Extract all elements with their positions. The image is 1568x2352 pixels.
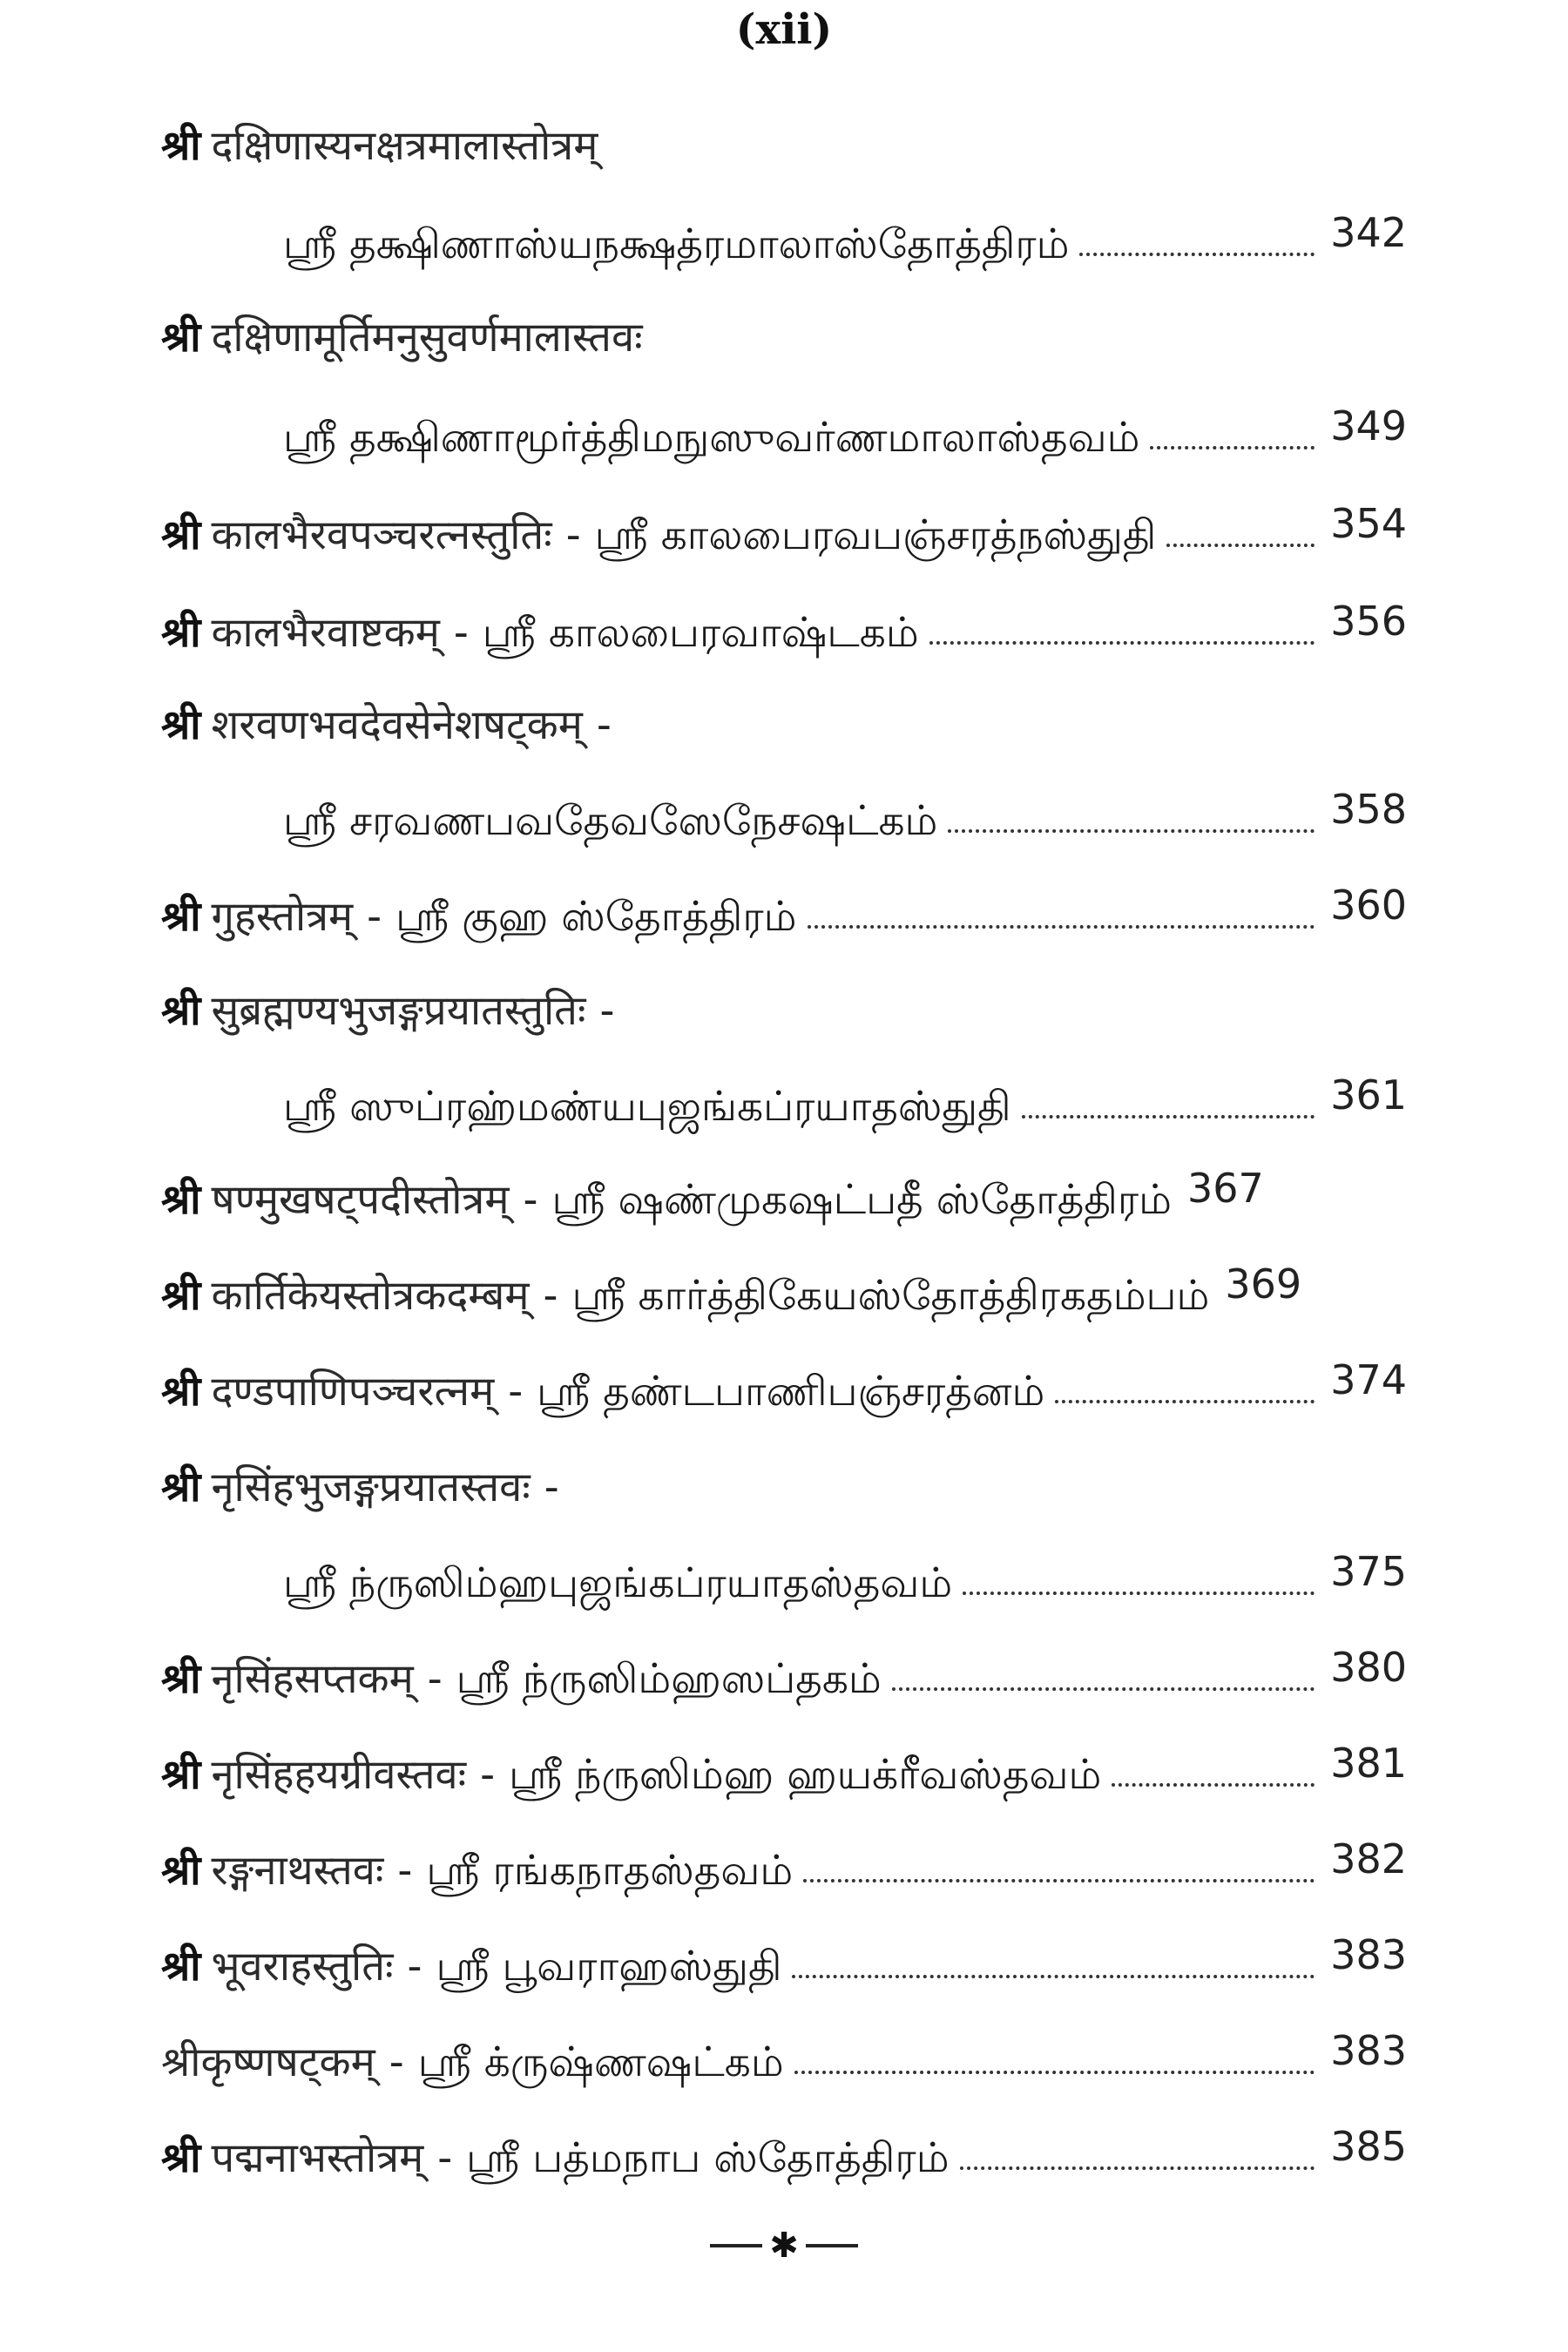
dot-leader (794, 2071, 1315, 2074)
tamil-title: ஸ்ரீ தண்டபாணிபஞ்சரத்னம் (537, 1367, 1045, 1416)
page-ref: 367 (1186, 1165, 1264, 1213)
toc-entry (161, 1337, 1407, 1416)
dot-leader (929, 641, 1315, 645)
title-separator: - (367, 892, 382, 941)
toc-entry (283, 1529, 1407, 1607)
tamil-title: ஸ்ரீ தக்ஷிணாமூர்த்திமநுஸுவர்ணமாலாஸ்தவம் (283, 413, 1140, 462)
sanskrit-title: षण्मुखषट्पदीस्तोत्रम् (211, 1175, 510, 1224)
tamil-title: ஸ்ரீ பூவராஹஸ்துதி (436, 1942, 782, 1990)
shri-prefix: श्री (161, 510, 201, 559)
dot-leader (1055, 1400, 1315, 1403)
dot-leader (960, 2166, 1315, 2170)
toc-heading (161, 283, 1407, 362)
page-ref: 358 (1330, 786, 1407, 834)
tamil-title: ஸ்ரீ காலபைரவாஷ்டகம் (482, 608, 919, 657)
title-separator: - (453, 608, 469, 657)
shri-prefix: श्री (161, 1846, 201, 1895)
page-ref: 385 (1330, 2123, 1407, 2171)
tamil-title: ஸ்ரீ சரவணபவதேவஸேநேசஷட்கம் (283, 796, 938, 845)
title-separator: - (565, 510, 581, 559)
sanskrit-title: नृसिंहभुजङ्गप्रयातस्तवः (211, 1463, 531, 1511)
dot-leader (1022, 1115, 1315, 1119)
toc-entry (283, 383, 1407, 462)
toc-entry (161, 1720, 1407, 1799)
ornament-left-rule (710, 2244, 762, 2247)
title-separator: - (397, 1846, 413, 1895)
shri-prefix: श्री (161, 1942, 201, 1990)
toc-entry (161, 1816, 1407, 1895)
shri-prefix: श्री (161, 313, 201, 362)
page-ref: 356 (1330, 598, 1407, 645)
toc-entry (161, 1625, 1407, 1703)
tamil-title: ஸ்ரீ ரங்கநாதஸ்தவம் (426, 1846, 794, 1895)
page-ref: 383 (1330, 1931, 1407, 1979)
toc-entry (283, 190, 1407, 268)
dot-leader (1079, 253, 1315, 256)
title-separator: - (544, 1463, 559, 1511)
title-separator: - (407, 1942, 422, 1990)
title-separator: - (543, 1271, 558, 1320)
dot-leader (803, 1879, 1315, 1882)
title-separator: - (427, 1654, 443, 1703)
sanskrit-title: दक्षिणास्यनक्षत्रमालास्तोत्रम् (211, 121, 598, 170)
dot-leader (963, 1592, 1315, 1595)
page-ref: 381 (1330, 1740, 1407, 1788)
sanskrit-title: रङ्गनाथस्तवः (211, 1846, 384, 1895)
tamil-title: ஸ்ரீ தக்ஷிணாஸ்யநக்ஷத்ரமாலாஸ்தோத்திரம் (283, 220, 1070, 268)
dot-leader (1166, 544, 1315, 547)
toc-entry (161, 1241, 1407, 1320)
dot-leader (808, 925, 1315, 929)
page-ref: 361 (1330, 1071, 1407, 1119)
title-separator: - (599, 986, 615, 1035)
page-ref: 380 (1330, 1644, 1407, 1692)
page-ref: 342 (1330, 209, 1407, 257)
toc-entry (161, 862, 1407, 941)
toc-heading (161, 1433, 1407, 1511)
title-separator: - (523, 1175, 538, 1224)
title-separator: - (596, 700, 612, 749)
sanskrit-title: कार्तिकेयस्तोत्रकदम्बम् (211, 1271, 530, 1320)
tamil-title: ஸ்ரீ கார்த்திகேயஸ்தோத்திரகதம்பம் (571, 1271, 1210, 1320)
page-ref: 354 (1330, 500, 1407, 548)
star-icon: ✱ (769, 2226, 799, 2266)
sanskrit-title: पद्मनाभस्तोत्रम् (211, 2133, 424, 2182)
toc-entry (161, 578, 1407, 657)
shri-prefix: श्री (161, 121, 201, 170)
ornament-right-rule (806, 2244, 858, 2247)
shri-prefix: श्री (161, 608, 201, 657)
toc-entry (283, 767, 1407, 845)
page-ref: 382 (1330, 1835, 1407, 1883)
title-separator: - (508, 1367, 524, 1416)
tamil-title: ஸ்ரீ குஹ ஸ்தோத்திரம் (395, 892, 797, 941)
shri-prefix: श्री (161, 1175, 201, 1224)
toc-entry (283, 1052, 1407, 1131)
sanskrit-title: गुहस्तोत्रम् (211, 892, 354, 941)
shri-prefix: श्री (161, 1654, 201, 1703)
shri-prefix: श्री (161, 892, 201, 941)
sanskrit-title: भूवराहस्तुतिः (211, 1942, 394, 1990)
tamil-title: ஸ்ரீ ந்ருஸிம்ஹஸப்தகம் (456, 1654, 882, 1703)
sanskrit-title: नृसिंहहयग्रीवस्तवः (211, 1750, 467, 1799)
toc-entry (161, 2104, 1407, 2182)
page-ref: 369 (1225, 1260, 1302, 1308)
toc-heading (161, 956, 1407, 1035)
shri-prefix: श्री (161, 1367, 201, 1416)
sanskrit-title: दण्डपाणिपञ्चरत्नम् (211, 1367, 495, 1416)
sanskrit-title: श्रीकृष्णषट्कम् (161, 2038, 375, 2086)
toc-heading (161, 671, 1407, 749)
page-number: (xii) (735, 5, 833, 54)
tamil-title: ஸ்ரீ ந்ருஸிம்ஹ ஹயக்ரீவஸ்தவம் (509, 1750, 1102, 1799)
tamil-title: ஸ்ரீ ஸுப்ரஹ்மண்யபுஜங்கப்ரயாதஸ்துதி (283, 1082, 1011, 1131)
page-ref: 349 (1330, 402, 1407, 450)
title-separator: - (389, 2038, 404, 2086)
toc-entry (161, 481, 1407, 559)
shri-prefix: श्री (161, 1271, 201, 1320)
sanskrit-title: कालभैरवपञ्चरत्नस्तुतिः (211, 510, 552, 559)
toc-entry (161, 2008, 1407, 2086)
dot-leader (792, 1975, 1315, 1978)
sanskrit-title: कालभैरवाष्टकम् (211, 608, 440, 657)
shri-prefix: श्री (161, 986, 201, 1035)
tamil-title: ஸ்ரீ காலபைரவபஞ்சரத்நஸ்துதி (594, 510, 1157, 559)
tamil-title: ஸ்ரீ க்ருஷ்ணஷட்கம் (417, 2038, 784, 2086)
dot-leader (1150, 446, 1315, 449)
dot-leader (948, 829, 1315, 833)
sanskrit-title: सुब्रह्मण्यभुजङ्गप्रयातस्तुतिः (211, 986, 586, 1035)
end-ornament (0, 2226, 1568, 2266)
tamil-title: ஸ்ரீ ந்ருஸிம்ஹபுஜங்கப்ரயாதஸ்தவம் (283, 1558, 953, 1607)
page-ref: 375 (1330, 1548, 1407, 1596)
dot-leader (1112, 1783, 1315, 1787)
sanskrit-title: दक्षिणामूर्तिमनुसुवर्णमालास्तवः (211, 313, 643, 362)
shri-prefix: श्री (161, 2133, 201, 2182)
title-separator: - (480, 1750, 496, 1799)
page-ref: 374 (1330, 1356, 1407, 1404)
shri-prefix: श्री (161, 700, 201, 749)
toc-entry (161, 1146, 1407, 1224)
dot-leader (892, 1687, 1315, 1691)
tamil-title: ஸ்ரீ ஷண்முகஷட்பதீ ஸ்தோத்திரம் (551, 1175, 1172, 1224)
title-separator: - (437, 2133, 453, 2182)
toc-entry (161, 1912, 1407, 1990)
sanskrit-title: नृसिंहसप्तकम् (211, 1654, 414, 1703)
sanskrit-title: शरवणभवदेवसेनेशषट्कम् (211, 700, 583, 749)
shri-prefix: श्री (161, 1750, 201, 1799)
shri-prefix: श्री (161, 1463, 201, 1511)
toc-heading (161, 91, 1407, 170)
page-ref: 383 (1330, 2027, 1407, 2075)
tamil-title: ஸ்ரீ பத்மநாப ஸ்தோத்திரம் (466, 2133, 950, 2182)
page-ref: 360 (1330, 882, 1407, 929)
